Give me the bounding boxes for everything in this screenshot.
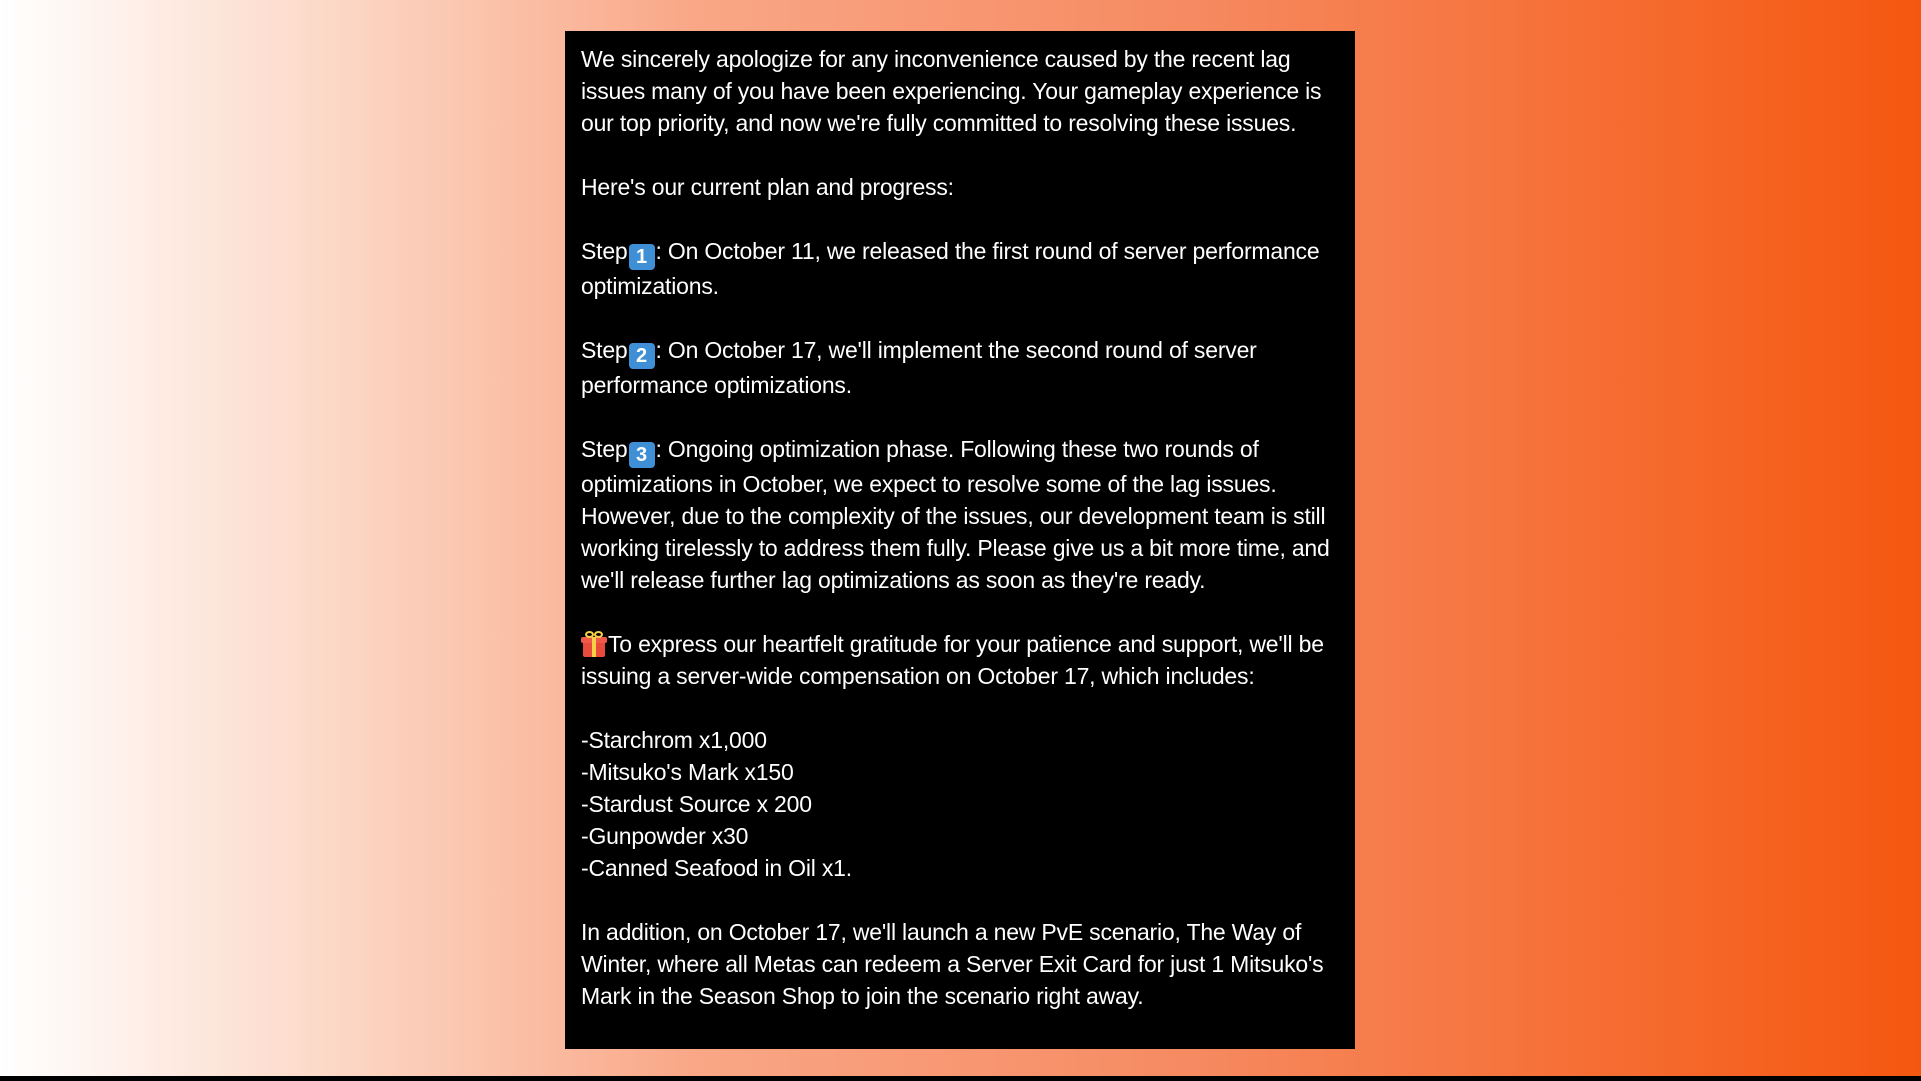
closing-paragraph: In addition, on October 17, we'll launch a new PvE scenario, The Way of Winter, where all Metas can redeem a Server Exit Card for just 1 Mitsuko's Mark in the Season Shop to join the scenario right away.: [581, 919, 1324, 1009]
keycap-1-icon: 1: [629, 244, 655, 270]
keycap-2-icon: 2: [629, 343, 655, 369]
announcement-panel: [565, 31, 1355, 1049]
list-item: -Mitsuko's Mark x150: [581, 759, 794, 785]
compensation-text: To express our heartfelt gratitude for your patience and support, we'll be issuing a server-wide compensation on October 17, which includes:: [581, 631, 1324, 689]
spacer: [581, 203, 1339, 235]
step-3-paragraph: [581, 433, 1339, 596]
step-2-prefix: Step: [581, 337, 628, 363]
spacer: [581, 596, 1339, 628]
compensation-paragraph: [581, 628, 1339, 692]
bottom-edge-bar: [0, 1076, 1921, 1081]
spacer: [581, 401, 1339, 433]
keycap-3-icon: 3: [629, 442, 655, 468]
step-1-text: : On October 11, we released the first round of server performance optimizations.: [581, 238, 1320, 299]
spacer: [581, 884, 1339, 916]
gift-icon: [581, 631, 607, 657]
step-3-prefix: Step: [581, 436, 628, 462]
list-item: -Gunpowder x30: [581, 823, 749, 849]
step-2-text: : On October 17, we'll implement the second round of server performance optimizations.: [581, 337, 1257, 398]
list-item: -Canned Seafood in Oil x1.: [581, 855, 852, 881]
list-item: -Starchrom x1,000: [581, 727, 767, 753]
spacer: [581, 139, 1339, 171]
step-1-paragraph: [581, 235, 1339, 302]
list-item: -Stardust Source x 200: [581, 791, 812, 817]
rewards-list: [581, 724, 1339, 884]
plan-heading: Here's our current plan and progress:: [581, 174, 954, 200]
spacer: [581, 692, 1339, 724]
step-2-paragraph: [581, 334, 1339, 401]
intro-paragraph: We sincerely apologize for any inconvenience caused by the recent lag issues many of you have been experiencing. Your gameplay experience is our top priority, and now we're fully committed to resolving these issues.: [581, 46, 1322, 136]
step-1-prefix: Step: [581, 238, 628, 264]
step-3-text: : Ongoing optimization phase. Following these two rounds of optimizations in October, we expect to resolve some of the lag issues. However, due to the complexity of the issues, our development team is still working tirelessly to address them fully. Please give us a bit more time, and we'll release further lag optimizations as soon as they're ready.: [581, 436, 1330, 593]
spacer: [581, 302, 1339, 334]
